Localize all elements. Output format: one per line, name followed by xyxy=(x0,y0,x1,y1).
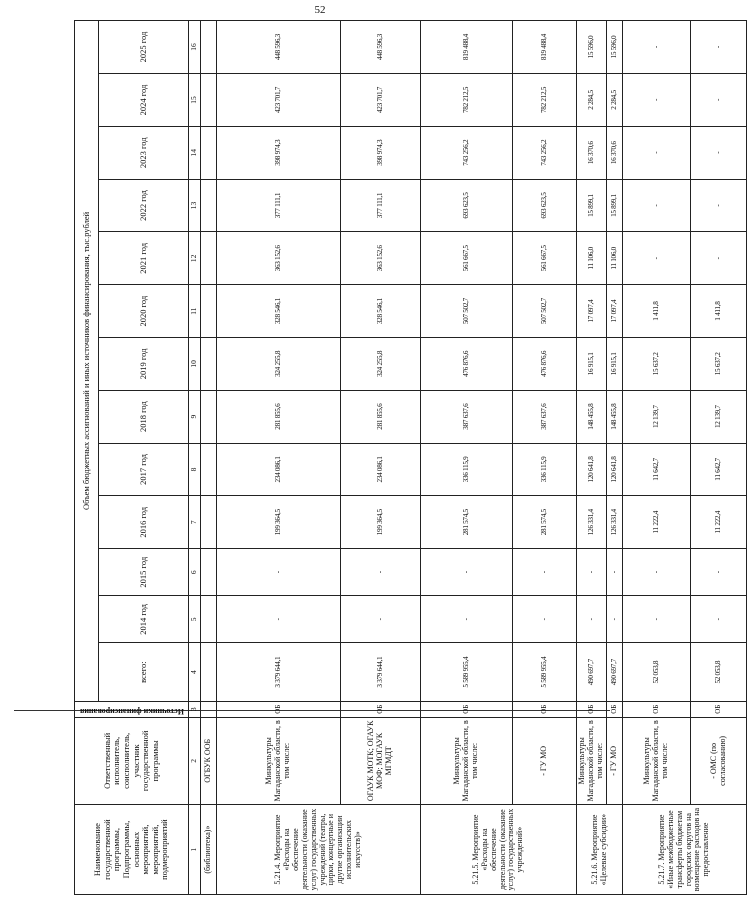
year-value-cell: 324 255,8 xyxy=(217,337,341,390)
executor-cell: Минкультуры Магаданской области, в том числе: xyxy=(421,717,513,805)
total-value-cell: 52 053,8 xyxy=(691,643,747,701)
program-name-cell: 5.21.6. Мероприятие «Целевые субсидии» xyxy=(577,805,623,895)
year-value-cell: 693 623,5 xyxy=(421,179,513,232)
year-value-cell: 398 974,3 xyxy=(341,126,421,179)
executor-cell: - ОМС (по согласованию) xyxy=(691,717,747,805)
funding-table xyxy=(74,20,747,895)
year-value-cell: 281 855,6 xyxy=(217,390,341,443)
column-number: 1 xyxy=(189,805,201,895)
year-value-cell: - xyxy=(341,549,421,596)
header-executor: Ответственный исполнитель, соисполнитель, участник государственной программы xyxy=(75,717,189,805)
column-number: 8 xyxy=(189,443,201,496)
year-value-cell: 15 596,0 xyxy=(607,21,623,74)
year-value-cell: 120 641,8 xyxy=(577,443,607,496)
total-value-cell: 52 053,8 xyxy=(623,643,691,701)
year-value-cell: 507 502,7 xyxy=(421,285,513,338)
year-value-cell: 148 455,8 xyxy=(577,390,607,443)
header-year: 2019 год xyxy=(99,337,189,390)
year-value-cell: 363 152,6 xyxy=(341,232,421,285)
year-value-cell: - xyxy=(691,549,747,596)
table-row xyxy=(201,21,217,895)
column-number: 4 xyxy=(189,643,201,701)
year-value-cell: 693 623,5 xyxy=(513,179,577,232)
year-value-cell: 15 637,2 xyxy=(623,337,691,390)
column-number: 16 xyxy=(189,21,201,74)
funding-source-cell: ОБ xyxy=(577,701,607,717)
year-value-cell: 387 637,6 xyxy=(421,390,513,443)
year-value-cell: 324 255,8 xyxy=(341,337,421,390)
column-number: 3 xyxy=(189,701,201,717)
year-value-cell: 377 111,1 xyxy=(341,179,421,232)
year-value-cell: 782 212,5 xyxy=(421,74,513,127)
header-year: 2024 год xyxy=(99,74,189,127)
total-value-cell: 3 379 644,1 xyxy=(341,643,421,701)
year-value-cell xyxy=(201,21,217,74)
year-value-cell: - xyxy=(577,549,607,596)
year-value-cell: 819 488,4 xyxy=(513,21,577,74)
column-number: 2 xyxy=(189,717,201,805)
year-value-cell: - xyxy=(691,74,747,127)
program-name-cell: 5.21.5. Мероприятие «Расходы на обеспечение деятельности (оказание услуг) государственных учреждений» xyxy=(421,805,577,895)
year-value-cell: 2 284,5 xyxy=(607,74,623,127)
year-value-cell: 11 642,7 xyxy=(691,443,747,496)
table-row xyxy=(577,21,607,895)
year-value-cell: 423 701,7 xyxy=(341,74,421,127)
executor-cell: - ГУ МО xyxy=(513,717,577,805)
year-value-cell: 281 855,6 xyxy=(341,390,421,443)
year-value-cell: 199 364,5 xyxy=(217,496,341,549)
year-value-cell: 336 115,9 xyxy=(513,443,577,496)
year-value-cell: 476 876,6 xyxy=(421,337,513,390)
year-value-cell: 743 256,2 xyxy=(513,126,577,179)
funding-source-cell: ОБ xyxy=(421,701,513,717)
year-value-cell: 126 331,4 xyxy=(577,496,607,549)
year-value-cell: 120 641,8 xyxy=(607,443,623,496)
year-value-cell: 782 212,5 xyxy=(513,74,577,127)
year-value-cell: 11 222,4 xyxy=(691,496,747,549)
executor-cell: ОГАУК МОТК; ОГАУК МОФ; МОГАУК МГМДТ xyxy=(341,717,421,805)
header-year: 2023 год xyxy=(99,126,189,179)
header-funding-source: Источники финансирования xyxy=(75,701,189,717)
total-value-cell xyxy=(201,643,217,701)
year-value-cell: - xyxy=(577,596,607,643)
year-value-cell: 126 331,4 xyxy=(607,496,623,549)
year-value-cell: 377 111,1 xyxy=(217,179,341,232)
column-number: 6 xyxy=(189,549,201,596)
table-row xyxy=(421,21,513,895)
year-value-cell: 507 502,7 xyxy=(513,285,577,338)
year-value-cell xyxy=(201,549,217,596)
funding-source-cell: ОБ xyxy=(513,701,577,717)
year-value-cell xyxy=(201,390,217,443)
funding-source-cell: ОБ xyxy=(341,701,421,717)
header-funding-volume: Объем бюджетных ассигнований и иных источников финансирования, тыс.рублей xyxy=(75,21,99,702)
table-row xyxy=(217,21,341,895)
funding-source-cell: ОБ xyxy=(607,701,623,717)
year-value-cell: 16 370,6 xyxy=(607,126,623,179)
year-value-cell: 234 086,1 xyxy=(341,443,421,496)
total-value-cell: 5 589 955,4 xyxy=(421,643,513,701)
year-value-cell: - xyxy=(513,596,577,643)
year-value-cell xyxy=(201,232,217,285)
year-value-cell: 1 411,8 xyxy=(623,285,691,338)
column-number: 14 xyxy=(189,126,201,179)
header-year: 2015 год xyxy=(99,549,189,596)
program-name-cell: (библиотека)» xyxy=(201,805,217,895)
year-value-cell: 15 899,1 xyxy=(577,179,607,232)
column-number: 11 xyxy=(189,285,201,338)
executor-cell: Минкультуры Магаданской области, в том числе: xyxy=(623,717,691,805)
total-value-cell: 3 379 644,1 xyxy=(217,643,341,701)
year-value-cell: 328 546,1 xyxy=(341,285,421,338)
year-value-cell xyxy=(201,74,217,127)
year-value-cell xyxy=(201,496,217,549)
year-value-cell: 561 667,5 xyxy=(513,232,577,285)
year-value-cell: 12 139,7 xyxy=(691,390,747,443)
year-value-cell xyxy=(201,596,217,643)
year-value-cell: - xyxy=(421,596,513,643)
column-number: 10 xyxy=(189,337,201,390)
year-value-cell: 11 106,0 xyxy=(607,232,623,285)
column-number: 12 xyxy=(189,232,201,285)
year-value-cell: 16 915,1 xyxy=(577,337,607,390)
year-value-cell: 819 488,4 xyxy=(421,21,513,74)
total-value-cell: 5 589 955,4 xyxy=(513,643,577,701)
year-value-cell: - xyxy=(623,549,691,596)
year-value-cell: - xyxy=(607,549,623,596)
year-value-cell xyxy=(201,337,217,390)
funding-source-cell: ОБ xyxy=(217,701,341,717)
table-row xyxy=(513,21,577,895)
header-program-name: Наименование государственной программы, Подпрограммы, основных мероприятий, мероприятий, подмероприятий xyxy=(75,805,189,895)
year-value-cell: 11 106,0 xyxy=(577,232,607,285)
year-value-cell: 398 974,3 xyxy=(217,126,341,179)
year-value-cell xyxy=(201,126,217,179)
year-value-cell: 11 642,7 xyxy=(623,443,691,496)
year-value-cell: 387 637,6 xyxy=(513,390,577,443)
year-value-cell: 448 596,3 xyxy=(217,21,341,74)
year-value-cell: 561 667,5 xyxy=(421,232,513,285)
header-year: 2022 год xyxy=(99,179,189,232)
header-year: 2016 год xyxy=(99,496,189,549)
year-value-cell: 17 097,4 xyxy=(607,285,623,338)
year-value-cell: 448 596,3 xyxy=(341,21,421,74)
year-value-cell: 15 637,2 xyxy=(691,337,747,390)
year-value-cell: - xyxy=(341,596,421,643)
year-value-cell: - xyxy=(623,74,691,127)
year-value-cell: 15 596,0 xyxy=(577,21,607,74)
funding-source-cell: ОБ xyxy=(691,701,747,717)
year-value-cell: 2 284,5 xyxy=(577,74,607,127)
program-name-cell: 5.21.4. Мероприятие «Расходы на обеспечение деятельности (оказание услуг) государственных учреждений (театры, цирки, концертные и другие организации исполнительских искусств)» xyxy=(217,805,421,895)
year-value-cell: 12 139,7 xyxy=(623,390,691,443)
year-value-cell: 336 115,9 xyxy=(421,443,513,496)
table-row xyxy=(623,21,691,895)
year-value-cell: - xyxy=(513,549,577,596)
header-year: 2014 год xyxy=(99,596,189,643)
header-year: 2025 год xyxy=(99,21,189,74)
year-value-cell: 16 370,6 xyxy=(577,126,607,179)
year-value-cell: - xyxy=(217,596,341,643)
funding-source-cell xyxy=(201,701,217,717)
year-value-cell: 363 152,6 xyxy=(217,232,341,285)
year-value-cell: 423 701,7 xyxy=(217,74,341,127)
year-value-cell: - xyxy=(623,596,691,643)
year-value-cell: 11 222,4 xyxy=(623,496,691,549)
year-value-cell: - xyxy=(217,549,341,596)
year-value-cell: - xyxy=(691,232,747,285)
total-value-cell: 490 697,7 xyxy=(577,643,607,701)
year-value-cell: - xyxy=(623,21,691,74)
funding-source-cell: ОБ xyxy=(623,701,691,717)
header-total: всего: xyxy=(99,643,189,701)
year-value-cell: - xyxy=(623,232,691,285)
year-value-cell xyxy=(201,285,217,338)
year-value-cell: - xyxy=(421,549,513,596)
year-value-cell: - xyxy=(623,179,691,232)
year-value-cell: 281 574,5 xyxy=(421,496,513,549)
year-value-cell: 234 086,1 xyxy=(217,443,341,496)
header-year: 2020 год xyxy=(99,285,189,338)
year-value-cell: 15 899,1 xyxy=(607,179,623,232)
page-number: 52 xyxy=(314,4,326,16)
column-number: 13 xyxy=(189,179,201,232)
year-value-cell: - xyxy=(623,126,691,179)
executor-cell: - ГУ МО xyxy=(607,717,623,805)
year-value-cell: 328 546,1 xyxy=(217,285,341,338)
year-value-cell: 17 097,4 xyxy=(577,285,607,338)
executor-cell: ОГБУК ООБ xyxy=(201,717,217,805)
year-value-cell: - xyxy=(691,596,747,643)
header-year: 2017 год xyxy=(99,443,189,496)
column-number: 5 xyxy=(189,596,201,643)
column-number: 15 xyxy=(189,74,201,127)
executor-cell: Минкультуры Магаданской области, в том числе: xyxy=(577,717,607,805)
year-value-cell xyxy=(201,179,217,232)
year-value-cell xyxy=(201,443,217,496)
year-value-cell: 1 411,8 xyxy=(691,285,747,338)
year-value-cell: - xyxy=(691,179,747,232)
program-name-cell: 5.21.7. Мероприятие «Иные межбюджетные трансферты бюджетам городских округов на возмещение расходов на предоставление xyxy=(623,805,747,895)
column-number: 7 xyxy=(189,496,201,549)
column-number: 9 xyxy=(189,390,201,443)
year-value-cell: 476 876,6 xyxy=(513,337,577,390)
header-year: 2018 год xyxy=(99,390,189,443)
total-value-cell: 490 697,7 xyxy=(607,643,623,701)
year-value-cell: - xyxy=(691,21,747,74)
table-row xyxy=(341,21,421,895)
year-value-cell: 743 256,2 xyxy=(421,126,513,179)
year-value-cell: 199 364,5 xyxy=(341,496,421,549)
year-value-cell: 16 915,1 xyxy=(607,337,623,390)
year-value-cell: - xyxy=(607,596,623,643)
header-year: 2021 год xyxy=(99,232,189,285)
table-row xyxy=(607,21,623,895)
year-value-cell: 148 455,8 xyxy=(607,390,623,443)
year-value-cell: 281 574,5 xyxy=(513,496,577,549)
year-value-cell: - xyxy=(691,126,747,179)
executor-cell: Минкультуры Магаданской области, в том числе: xyxy=(217,717,341,805)
table-row xyxy=(691,21,747,895)
